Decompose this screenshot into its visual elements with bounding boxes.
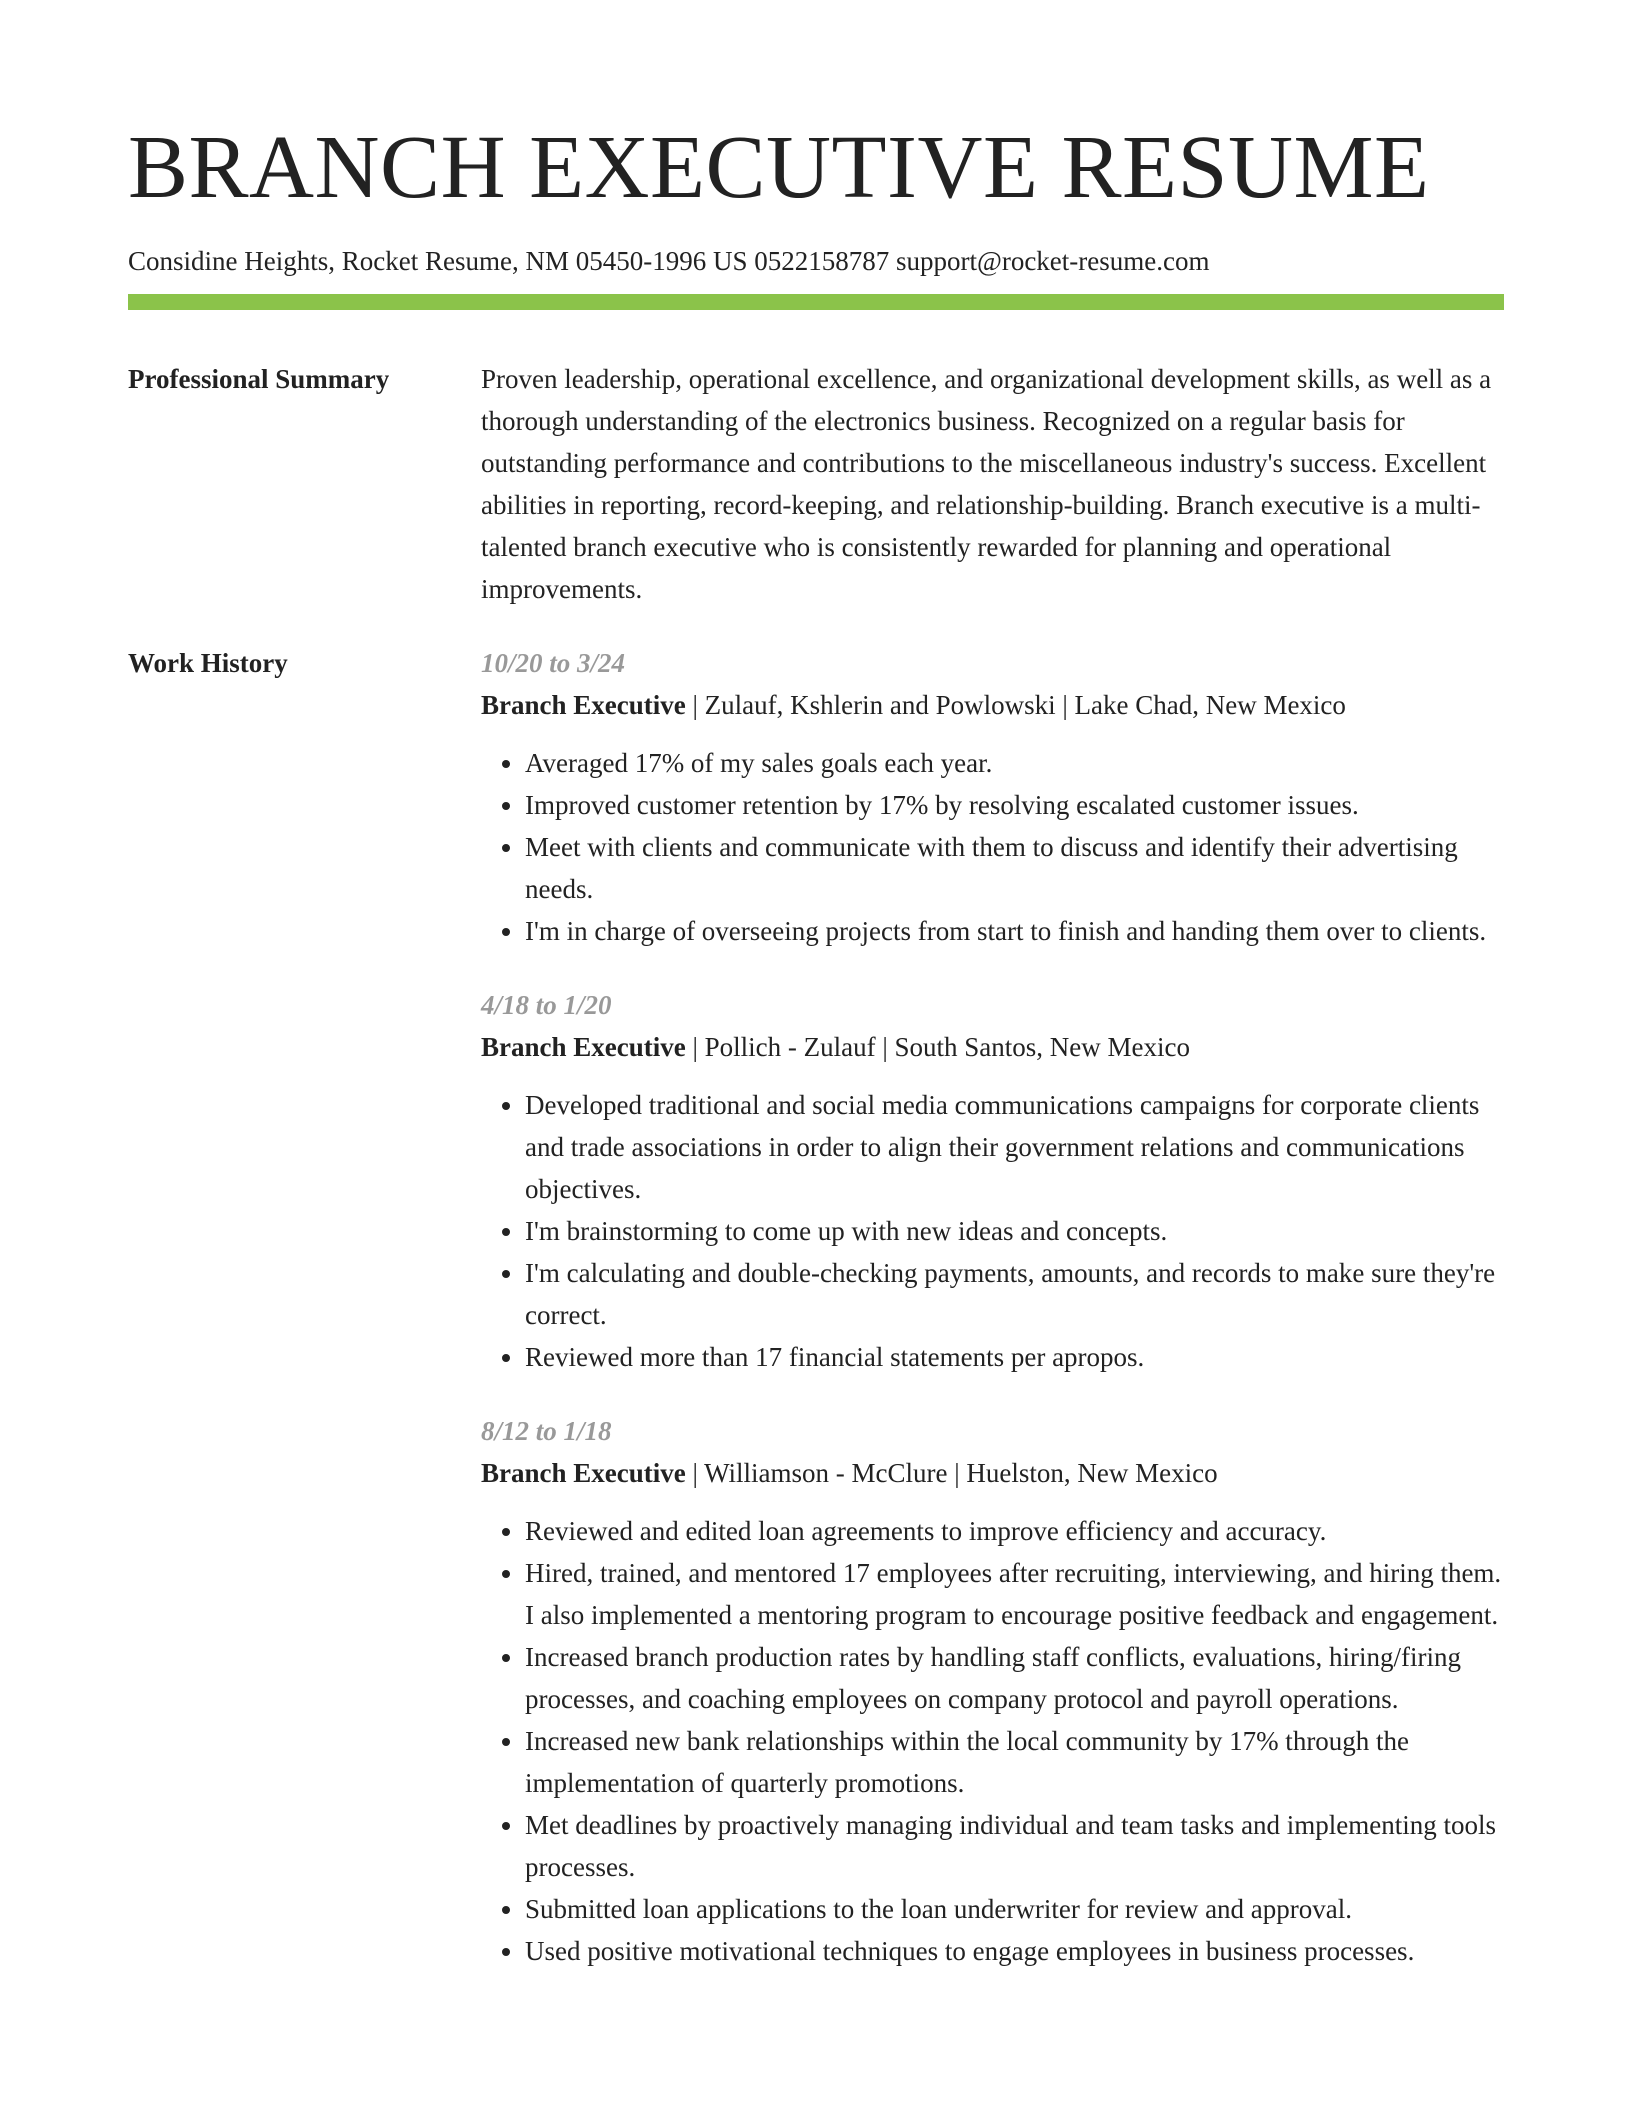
job-dates: 4/18 to 1/20 <box>481 990 612 1020</box>
professional-summary-section <box>128 358 1504 610</box>
work-history-body <box>481 642 1504 1972</box>
job-entry <box>481 984 1504 1378</box>
job-title: Branch Executive <box>481 690 686 720</box>
section-label-summary: Professional Summary <box>128 364 390 394</box>
summary-text: Proven leadership, operational excellence, and organizational development skills, as well as a thorough understanding of the electronics business. Recognized on a regular basis for outstanding performance and contributions to the miscellaneous industry's success. Excellent abilities in reporting, record-keeping, and relationship-building. Branch executive is a multi-talented branch executive who is consistently rewarded for planning and operational improvements. <box>481 364 1492 604</box>
job-bullet: • Submitted loan applications to the loan underwriter for review and approval. <box>525 1888 1504 1930</box>
job-title: Branch Executive <box>481 1032 686 1062</box>
job-title: Branch Executive <box>481 1458 686 1488</box>
job-bullet: • Met deadlines by proactively managing individual and team tasks and implementing tools processes. <box>525 1804 1504 1888</box>
job-bullet: • Increased branch production rates by handling staff conflicts, evaluations, hiring/firing processes, and coaching employees on company protocol and payroll operations. <box>525 1636 1504 1720</box>
job-bullet: • Developed traditional and social media communications campaigns for corporate clients and trade associations in order to align their government relations and communications objectives. <box>525 1084 1504 1210</box>
job-bullet-list <box>481 1084 1504 1378</box>
job-entry <box>481 1410 1504 1972</box>
job-bullet: • Improved customer retention by 17% by resolving escalated customer issues. <box>525 784 1504 826</box>
job-dates: 10/20 to 3/24 <box>481 648 626 678</box>
job-bullet-list <box>481 1510 1504 1972</box>
header-accent-rule <box>128 294 1504 310</box>
job-bullet: • Meet with clients and communicate with them to discuss and identify their advertising needs. <box>525 826 1504 910</box>
job-details: | Williamson - McClure | Huelston, New Mexico <box>685 1458 1218 1488</box>
work-history-section <box>128 642 1504 1972</box>
job-details: | Pollich - Zulauf | South Santos, New Mexico <box>685 1032 1190 1062</box>
job-heading <box>481 1026 1504 1068</box>
resume-title: BRANCH EXECUTIVE RESUME <box>128 118 1430 217</box>
section-label-work-history: Work History <box>128 648 288 678</box>
job-bullet: • Used positive motivational techniques to engage employees in business processes. <box>525 1930 1504 1972</box>
job-bullet: • I'm brainstorming to come up with new ideas and concepts. <box>525 1210 1504 1252</box>
job-dates: 8/12 to 1/18 <box>481 1416 612 1446</box>
job-bullet: • Reviewed more than 17 financial statements per apropos. <box>525 1336 1504 1378</box>
job-bullet-list <box>481 742 1504 952</box>
job-bullet: • Hired, trained, and mentored 17 employees after recruiting, interviewing, and hiring them. I also implemented a mentoring program to encourage positive feedback and engagement. <box>525 1552 1504 1636</box>
summary-body <box>481 358 1504 610</box>
job-details: | Zulauf, Kshlerin and Powlowski | Lake Chad, New Mexico <box>685 690 1346 720</box>
job-bullet: • I'm calculating and double-checking payments, amounts, and records to make sure they're correct. <box>525 1252 1504 1336</box>
contact-line: Considine Heights, Rocket Resume, NM 05450-1996 US 0522158787 support@rocket-resume.com <box>128 246 1210 276</box>
job-bullet: • Reviewed and edited loan agreements to improve efficiency and accuracy. <box>525 1510 1504 1552</box>
job-bullet: • Increased new bank relationships within the local community by 17% through the implementation of quarterly promotions. <box>525 1720 1504 1804</box>
job-heading <box>481 1452 1504 1494</box>
job-heading <box>481 684 1504 726</box>
job-entry <box>481 642 1504 952</box>
job-bullet: • I'm in charge of overseeing projects from start to finish and handing them over to clients. <box>525 910 1504 952</box>
job-bullet: • Averaged 17% of my sales goals each year. <box>525 742 1504 784</box>
